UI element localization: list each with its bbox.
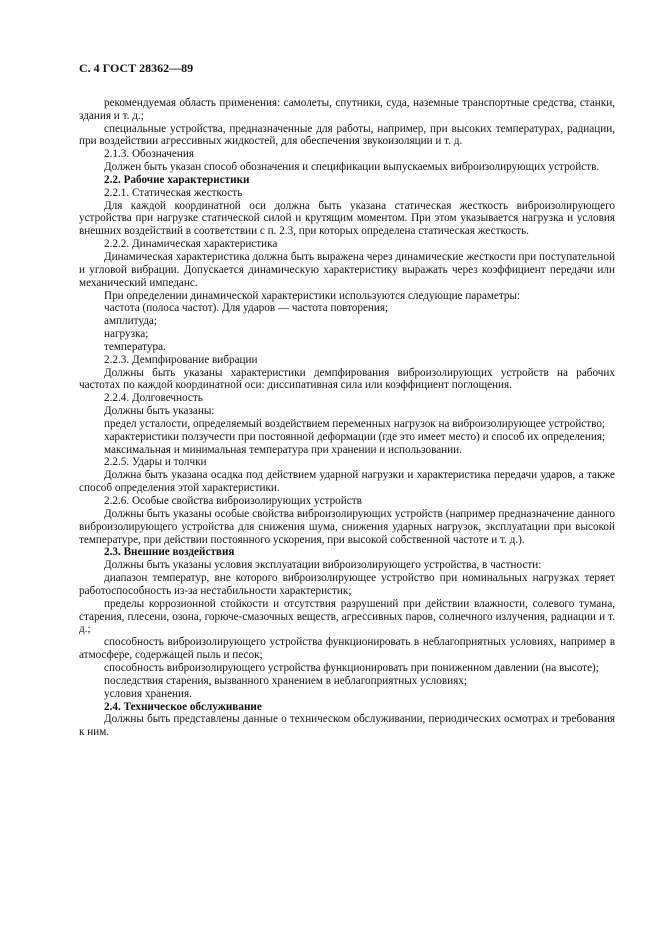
paragraph: частота (полоса частот). Для ударов — частота повторения; xyxy=(104,302,389,315)
paragraph: Должны быть представлены данные о техническом обслуживании, периодических осмотрах и требования к ним. xyxy=(79,713,615,739)
paragraph: предел усталости, определяемый воздействием переменных нагрузок на виброизолирующее устройство; xyxy=(104,417,606,430)
section-heading: 2.3. Внешние воздействия xyxy=(104,546,235,559)
paragraph: характеристики ползучести при постоянной деформации (где это имеет место) и способ их определения; xyxy=(104,430,606,443)
document-body xyxy=(79,97,615,739)
section-heading: 2.2. Рабочие характеристики xyxy=(104,173,250,186)
paragraph: Динамическая характеристика должна быть выражена через динамические жесткости при поступательной и угловой вибрации. Допускается динамическую характеристику выражать через коэффициент передачи или механический импеданс. xyxy=(79,250,615,289)
paragraph: способность виброизолирующего устройства функционировать при пониженном давлении (на высоте); xyxy=(104,661,599,674)
paragraph: 2.2.4. Долговечность xyxy=(104,392,203,405)
paragraph: 2.2.6. Особые свойства виброизолирующих устройств xyxy=(104,495,362,507)
paragraph: температура. xyxy=(104,340,166,353)
page-header: С. 4 ГОСТ 28362—89 xyxy=(79,61,194,75)
paragraph: 2.2.3. Демпфирование вибрации xyxy=(104,353,258,366)
paragraph: нагрузка; xyxy=(104,328,149,341)
paragraph: диапазон температур, вне которого виброизолирующее устройство при номинальных нагрузках теряет работоспособность из-за нестабильности характеристик; xyxy=(79,572,615,597)
paragraph: Должны быть указаны особые свойства виброизолирующих устройств (например предназначение данного виброизолирующего устройства для снижения шума, снижения ударных нагрузок, эксплуатации при высокой температуре, при действии постоянного ускорения, при высокой собственной частоте и т. д.). xyxy=(79,507,615,546)
paragraph: Для каждой координатной оси должна быть указана статическая жесткость виброизолирующего устройства при нагрузке статической силой и крутящим моментом. При этом указывается нагрузка и условия внешних воздействий в соответствии с п. 2.3, при которых определена статическая жесткость. xyxy=(79,199,615,238)
paragraph: 2.2.5. Удары и толчки xyxy=(104,456,207,469)
paragraph: Должны быть указаны характеристики демпфирования виброизолирующих устройств на рабочих частотах по каждой координатной оси: диссипативная сила или коэффициент поглощения. xyxy=(79,366,615,392)
paragraph: максимальная и минимальная температура при хранении и использовании. xyxy=(104,443,462,456)
paragraph: Должна быть указана осадка под действием ударной нагрузки и характеристика передачи ударов, а также способ определения этой характеристики. xyxy=(79,469,615,495)
paragraph: Должен быть указан способ обозначения и спецификации выпускаемых виброизолирующих устройств. xyxy=(104,161,600,174)
paragraph: амплитуда; xyxy=(104,315,157,328)
paragraph: Должны быть указаны условия эксплуатации виброизолирующего устройства, в частности: xyxy=(104,559,542,572)
paragraph: При определении динамической характеристики используются следующие параметры: xyxy=(104,289,521,302)
paragraph: 2.1.3. Обозначения xyxy=(104,148,194,161)
paragraph: условия хранения. xyxy=(104,687,192,700)
paragraph: рекомендуемая область применения: самолеты, спутники, суда, наземные транспортные средства, станки, здания и т. д.; xyxy=(79,96,615,122)
paragraph: 2.2.2. Динамическая характеристика xyxy=(104,238,278,251)
document-page xyxy=(79,62,615,739)
paragraph: пределы коррозионной стойкости и отсутствия разрушений при действии влажности, солевого тумана, старения, плесени, озона, горюче-смазочных веществ, агрессивных паров, солнечного излучения, радиации и т. д.; xyxy=(79,597,615,636)
paragraph: 2.2.1. Статическая жесткость xyxy=(104,186,243,199)
paragraph: Должны быть указаны: xyxy=(104,405,215,418)
paragraph: последствия старения, вызванного хранением в неблагоприятных условиях; xyxy=(104,674,467,687)
paragraph: специальные устройства, предназначенные для работы, например, при высоких температурах, радиации, при воздействии агрессивных жидкостей, для обеспечения звукоизоляции и т. д. xyxy=(79,122,615,148)
section-heading: 2.4. Техническое обслуживание xyxy=(104,700,262,713)
paragraph: способность виброизолирующего устройства функционировать в неблагоприятных условиях, например в атмосфере, содержащей пыль и песок; xyxy=(79,636,615,662)
